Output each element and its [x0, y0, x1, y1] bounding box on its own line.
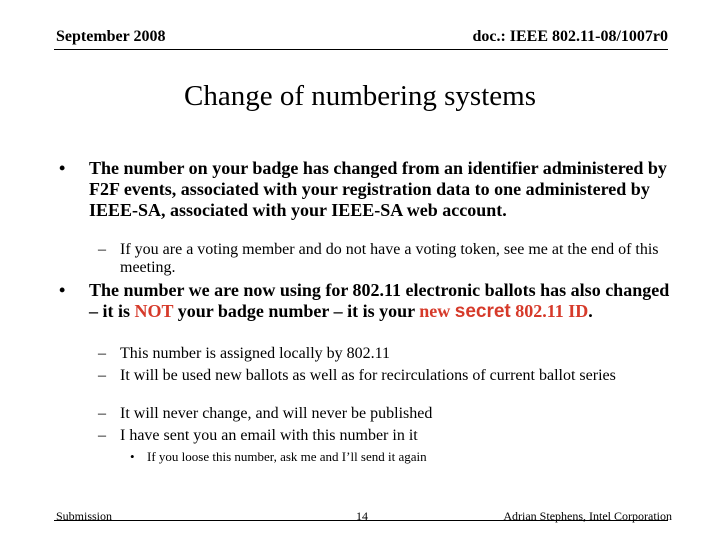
slide-title: Change of numbering systems [184, 80, 536, 112]
bullet-2-sub-4-text: I have sent you an email with this number in it [120, 427, 418, 444]
bullet-1-sub-1-marker: – [98, 241, 106, 258]
header-doc-id: doc.: IEEE 802.11-08/1007r0 [472, 28, 668, 45]
bullet-2-part1: The number we are now using for 802.11 electronic ballots has also changed – it is [89, 280, 670, 321]
bullet-2-sub-2-marker: – [98, 367, 106, 384]
bullet-2-sub-3-text: It will never change, and will never be published [120, 405, 433, 422]
bullet-2-marker: • [59, 280, 66, 300]
bullet-2-sub-2-text: It will be used new ballots as well as for recirculations of current ballot series [120, 367, 616, 384]
bullet-1-sub-1-text: If you are a voting member and do not have a voting token, see me at the end of this meeting. [120, 241, 659, 276]
header-rule [54, 49, 668, 50]
emphasis-secret: secret [454, 301, 511, 322]
header-date: September 2008 [56, 28, 166, 45]
footer-page-number: 14 [356, 509, 368, 523]
bullet-1-marker: • [59, 158, 66, 178]
bullet-2-subsub-marker: • [130, 449, 135, 464]
emphasis-not: NOT [134, 301, 174, 321]
bullet-2-text [89, 280, 679, 322]
footer-author: Adrian Stephens, Intel Corporation [503, 509, 672, 523]
bullet-1-text: The number on your badge has changed from an identifier administered by F2F events, associated with your registration data to one administered by IEEE-SA, associated with your IEEE-SA web account. [89, 158, 667, 220]
footer-submission: Submission [56, 509, 113, 523]
bullet-2-sub-1-marker: – [98, 345, 106, 362]
bullet-2-period: . [588, 301, 593, 321]
bullet-2-sub-3-marker: – [98, 405, 106, 422]
bullet-2-sub-1-text: This number is assigned locally by 802.11 [120, 345, 391, 362]
bullet-2-part2: your badge number – it is your [173, 301, 420, 321]
emphasis-id: 802.11 ID [515, 301, 589, 321]
bullet-2-sub-4-marker: – [98, 427, 106, 444]
emphasis-new: new [419, 301, 451, 321]
bullet-2-subsub-text: If you loose this number, ask me and I’ll send it again [147, 449, 427, 464]
